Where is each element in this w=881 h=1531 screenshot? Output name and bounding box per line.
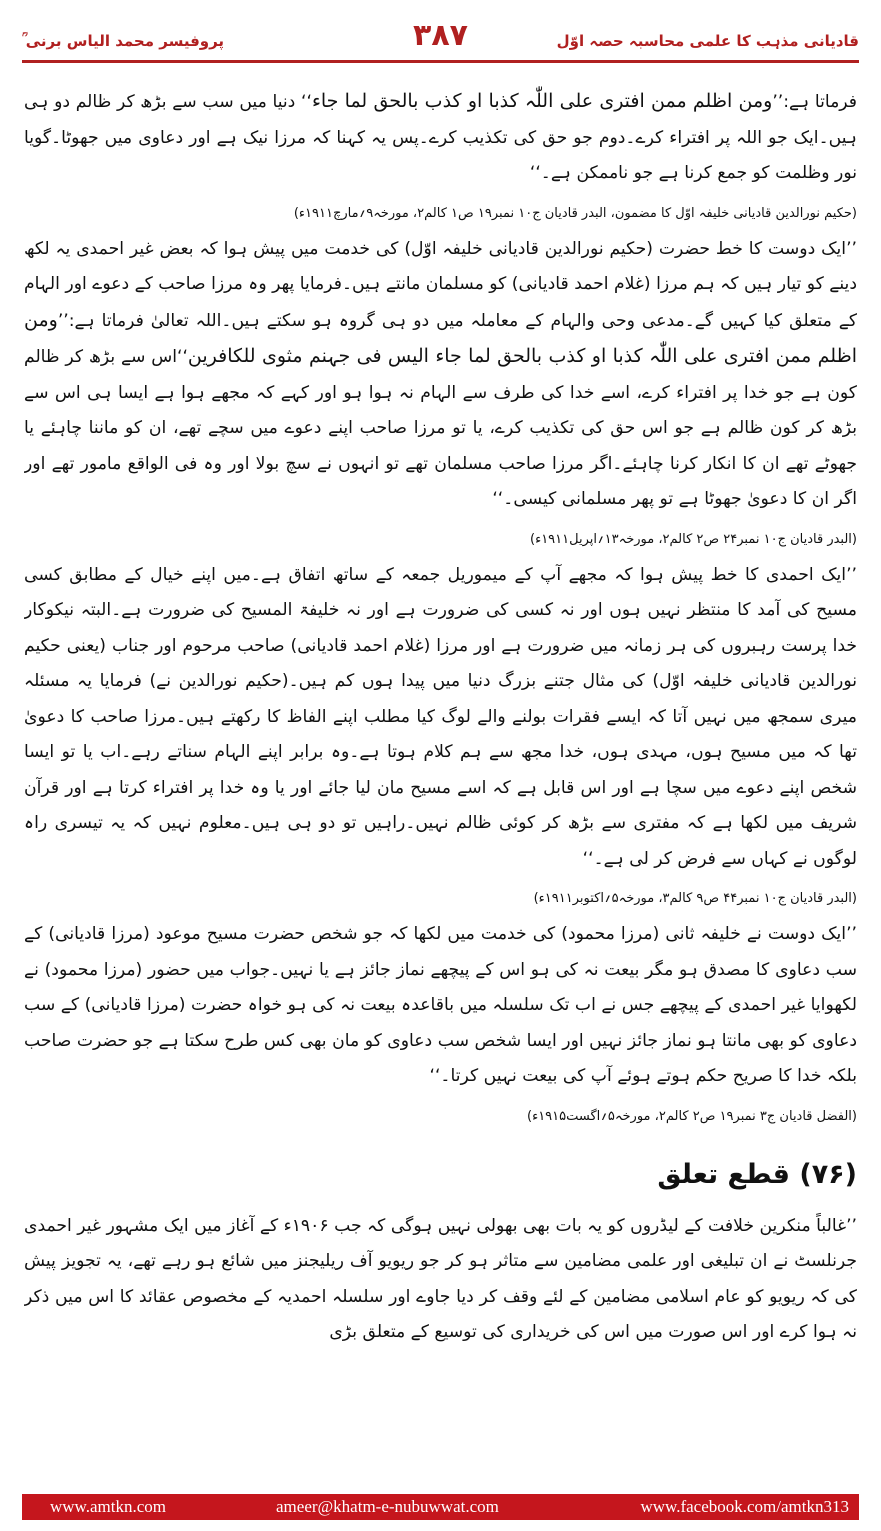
author-name: پروفیسر محمد الیاس برنی ؒ	[22, 32, 225, 50]
paragraph-1	[24, 84, 857, 192]
book-title: قادیانی مذہب کا علمی محاسبہ حصہ اوّل	[556, 32, 859, 50]
email-link[interactable]: ameer@khatm-e-nubuwwat.com	[276, 1497, 499, 1516]
paragraph-2-text: ‘‘اس سے بڑھ کر ظالم کون ہے جو خدا پر افتراء کرے، اسے خدا کی طرف سے الہام نہ ہوا ہو اور کہے کہ مجھے ہوا ہے ایسا ہی اس سے بڑھ کر کون ظالم ہے جو اس حق کی تکذیب کرے، یا تو مرزا صاحب اپنے دعوے میں سچے تھے، ان کو ماننا چاہئے یا جھوٹے تھے ان کا انکار کرنا چاہئے۔اگر مرزا صاحب مسلمان تھے تو انہوں نے سچ بولا اور وہ فی الواقع مامور تھے اور اگر ان کا دعویٰ جھوٹا ہے تو پھر مسلمانی کیسی۔‘‘	[24, 347, 857, 509]
citation-4: (الفضل قادیان ج۳ نمبر۱۹ ص۲ کالم۲، مورخہ۵؍اگست۱۹۱۵ء)	[527, 1108, 857, 1124]
page-body	[24, 84, 857, 1479]
page-header	[22, 12, 859, 64]
paragraph-2-intro: ’’ایک دوست کا خط حضرت (حکیم نورالدین قادیانی خلیفہ اوّل) کی خدمت میں پیش ہوا کہ بعض غیر احمدی یہ لکھ دینے کو تیار ہیں کہ ہم مرزا (غلام احمد قادیانی) کو مسلمان مانتے ہیں۔فرمایا پھر وہ مرزا صاحب کے دعوے اور الہام کے متعلق کیا کہیں گے۔مدعی وحی والہام کے معاملہ میں دو ہی گروہ ہو سکتے ہیں۔اللہ تعالیٰ فرماتا ہے:’’	[24, 238, 857, 331]
facebook-link[interactable]: www.facebook.com/amtkn313	[640, 1497, 849, 1516]
page-number: ۳۸۷	[413, 18, 468, 53]
header-divider	[22, 60, 859, 63]
paragraph-1-text: ‘‘ دنیا میں سب سے بڑھ کر ظالم دو ہی ہیں۔ایک جو اللہ پر افتراء کرے۔دوم جو حق کی تکذیب کرے۔پس یہ کہنا کہ مرزا نیک ہے اور دعاوی میں جھوٹا۔گویا نور وظلمت کو جمع کرنا ہے جو ناممکن ہے۔‘‘	[24, 92, 857, 183]
paragraph-5: ’’غالباً منکرین خلافت کے لیڈروں کو یہ بات بھی بھولی نہیں ہوگی کہ جب ۱۹۰۶ء کے آغاز میں ایک مشہور غیر احمدی جرنلسٹ نے ان تبلیغی اور علمی مضامین سے متاثر ہو کر جو ریویو آف ریلیجنز میں شائع ہو رہے تھے، یہ تجویز پیش کی کہ ریویو کو عام اسلامی مضامین کے لئے وقف کر دیا جاوے اور سلسلہ احمدیہ کے مخصوص عقائد کا اس میں ذکر نہ ہوا کرے اور اس صورت میں اس کی خریداری کی توسیع کے متعلق بڑی	[24, 1215, 857, 1342]
citation-2: (البدر قادیان ج۱۰ نمبر۲۴ ص۲ کالم۲، مورخہ۱۳؍اپریل۱۹۱۱ء)	[530, 531, 857, 547]
paragraph-2	[24, 232, 857, 518]
paragraph-4: ’’ایک دوست نے خلیفہ ثانی (مرزا محمود) کی خدمت میں لکھا کہ جو شخص حضرت مسیح موعود (مرزا قادیانی) کے سب دعاوی کا مصدق ہو مگر بیعت نہ کی ہو اس کے پیچھے نماز جائز ہے یا نہیں۔جواب میں حضور (مرزا محمود) نے لکھوایا غیر احمدی کے پیچھے جس نے اب تک سلسلہ میں باقاعدہ بیعت نہ کی ہو خواہ حضرت (مرزا قادیانی) کے سب دعاوی کو بھی مانتا ہو نماز جائز نہیں اور ایسا شخص سب دعاوی کو مان بھی کس طرح سکتا ہے جو حضرت صاحب بلکہ خدا کا صریح حکم ہوتے ہوئے آپ کی بیعت نہیں کرتا۔‘‘	[24, 924, 857, 1086]
paragraph-3: ’’ایک احمدی کا خط پیش ہوا کہ مجھے آپ کے میموریل جمعہ کے ساتھ اتفاق ہے۔میں اپنے خیال کے مطابق کسی مسیح کی آمد کا منتظر نہیں ہوں اور نہ کسی کی ضرورت ہے اور نہ خلیفۃ المسیح کی ضرورت ہے۔البتہ نیکوکار خدا پرست رہبروں کی ہر زمانہ میں ضرورت ہے اور مرزا (غلام احمد قادیانی) صاحب مرحوم اور جناب (یعنی حکیم نورالدین قادیانی خلیفہ اوّل) کی مثال جتنے بزرگ دنیا میں پیدا ہوں کم ہیں۔(حکیم نورالدین نے) فرمایا یہ مسئلہ میری سمجھ میں نہیں آتا کہ ایسے فقرات بولنے والے لوگ کیا مطلب اپنے الفاظ کا رکھتے ہیں۔مرزا صاحب کا دعویٰ تھا کہ میں مسیح ہوں، مہدی ہوں، خدا مجھ سے ہم کلام ہوتا ہے۔وہ برابر اپنے الہام سناتے رہے۔اب یا تو ایسا شخص اپنے دعوے میں سچا ہے اور اس قابل ہے کہ اسے مسیح مان لیا جائے اور یا وہ خدا پر افتراء کرتا ہے اور قرآن شریف میں لکھا ہے کہ مفتری سے بڑھ کر کوئی ظالم نہیں۔راہیں تو دو ہی ہیں۔معلوم نہیں کہ یہ تیسری راہ لوگوں نے کہاں سے فرض کر لی ہے۔‘‘	[24, 564, 857, 869]
section-heading: (۷۶) قطع تعلق	[657, 1158, 857, 1190]
citation-3: (البدر قادیان ج۱۰ نمبر۴۴ ص۹ کالم۳، مورخہ۵؍اکتوبر۱۹۱۱ء)	[533, 891, 857, 906]
citation-1: (حکیم نورالدین قادیانی خلیفہ اوّل کا مضمون، البدر قادیان ج۱۰ نمبر۱۹ ص۱ کالم۲، مورخہ۹؍مارچ۱۹۱۱ء)	[293, 205, 857, 221]
quranic-verse-1: ومن اظلم ممن افتری علی اللّٰہ کذبا او کذب بالحق لما جاء	[311, 90, 773, 112]
website-link[interactable]: www.amtkn.com	[50, 1497, 166, 1516]
quranic-verse-2: ومن اظلم ممن افتری علی اللّٰہ کذبا او کذب بالحق لما جاء الیس فی جہنم مثوی للکافرین	[24, 308, 857, 367]
paragraph-1-intro: فرماتا ہے:’’	[772, 92, 857, 112]
page-footer	[22, 1494, 859, 1520]
